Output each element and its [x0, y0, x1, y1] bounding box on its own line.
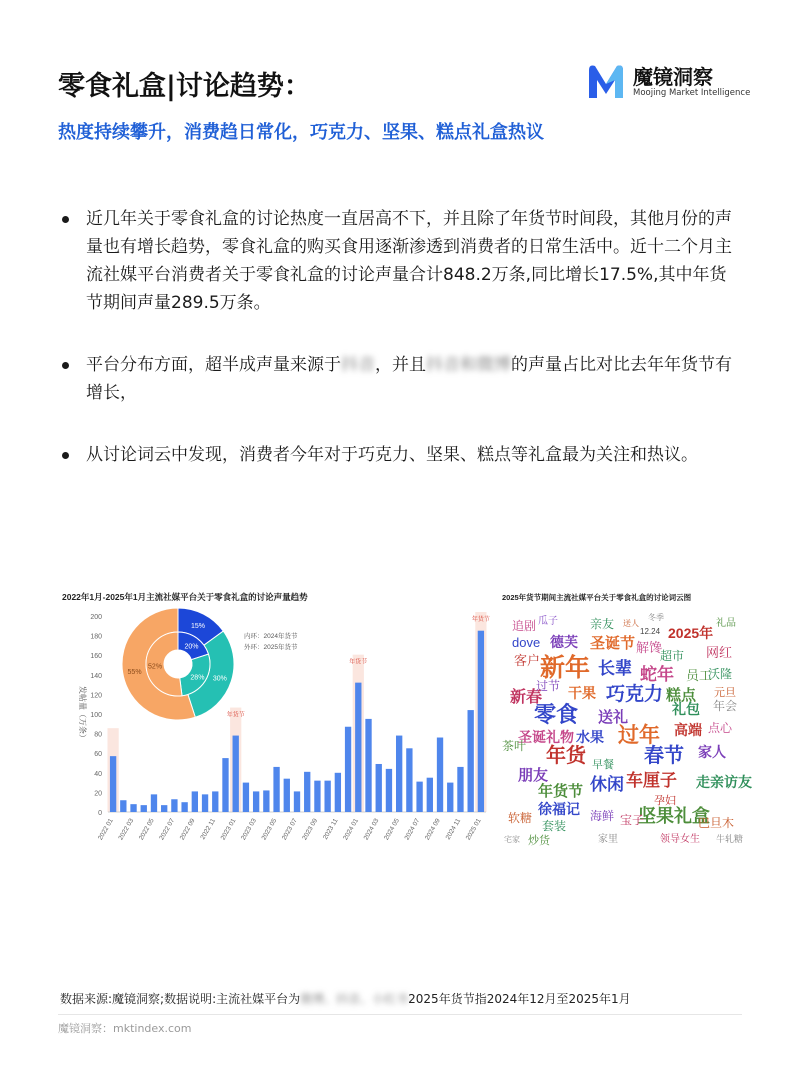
- wordcloud-word: 坚果礼盒: [638, 806, 710, 826]
- y-tick-label: 140: [90, 672, 102, 680]
- chart-title: 2022年1月-2025年1月主流社媒平台关于零食礼盒的讨论声量趋势: [62, 592, 308, 602]
- x-tick-label: 2023 07: [280, 817, 299, 842]
- wordcloud-word: 领导女生: [660, 834, 700, 845]
- bar-2024-02: [365, 719, 371, 812]
- bullet-item: [60, 205, 740, 317]
- x-tick-label: 2024 01: [342, 817, 361, 842]
- bar-2022-10: [202, 794, 208, 812]
- bar-2022-09: [192, 791, 198, 812]
- wordcloud-word: 家人: [698, 744, 726, 760]
- bar-2024-05: [396, 736, 402, 812]
- wordcloud-word: 巧克力: [606, 684, 664, 705]
- x-tick-label: 2023 09: [301, 817, 320, 842]
- bar-2022-03: [130, 804, 136, 812]
- wordcloud-word: 徐福记: [538, 801, 580, 817]
- wordcloud-word: 朋友: [518, 767, 549, 784]
- x-tick-label: 2023 05: [260, 817, 279, 842]
- wordcloud-word: 解馋: [636, 640, 663, 655]
- y-axis-label: 发帖量（万条）: [78, 686, 87, 742]
- wordcloud-word: 12.24: [640, 627, 661, 636]
- wordcloud-word: 圣诞礼物: [518, 729, 574, 745]
- bar-2022-04: [141, 805, 147, 812]
- bar-2024-07: [416, 782, 422, 812]
- trend-chart: [58, 580, 490, 850]
- x-tick-label: 2024 11: [444, 817, 463, 841]
- bar-2024-11: [457, 767, 463, 812]
- wordcloud: [498, 580, 752, 847]
- bar-2023-07: [294, 791, 300, 812]
- wordcloud-word: 巴旦木: [698, 816, 735, 830]
- bar-2022-07: [171, 799, 177, 812]
- blurred-text: 抖音和微博: [426, 355, 511, 375]
- trend-chart-card: [58, 580, 490, 850]
- bar-2024-08: [427, 778, 433, 812]
- footer-text: 数据来源:魔镜洞察;数据说明:主流社媒平台为: [60, 992, 301, 1006]
- wordcloud-word: 海鲜: [590, 809, 615, 823]
- bar-2023-12: [345, 727, 351, 812]
- y-tick-label: 0: [98, 810, 102, 817]
- y-tick-label: 200: [90, 614, 102, 621]
- wordcloud-word: 水果: [576, 729, 604, 745]
- x-tick-label: 2023 03: [240, 817, 258, 842]
- inner-ring-label: 20%: [184, 643, 199, 651]
- y-tick-label: 80: [94, 731, 102, 739]
- bar-2022-12: [222, 758, 228, 812]
- logo-subtitle: Moojing Market Intelligence: [633, 88, 751, 98]
- wordcloud-word: 年货: [546, 745, 586, 767]
- bar-2023-11: [335, 773, 341, 812]
- x-tick-label: 2022 01: [97, 817, 115, 842]
- x-tick-label: 2024 05: [383, 817, 401, 842]
- y-tick-label: 180: [90, 633, 102, 641]
- x-tick-label: 2024 03: [362, 817, 381, 842]
- x-tick-label: 2022 03: [117, 817, 136, 842]
- bar-2024-09: [437, 738, 443, 812]
- wordcloud-word: 过年: [618, 724, 660, 747]
- x-tick-label: 2022 11: [199, 817, 218, 841]
- wordcloud-word: 孕妇: [654, 795, 676, 807]
- wordcloud-word: 员工: [686, 668, 713, 683]
- inner-ring-label: 52%: [148, 663, 163, 671]
- wordcloud-word: 干果: [568, 685, 596, 701]
- bar-2022-02: [120, 800, 126, 812]
- y-tick-label: 160: [90, 653, 102, 661]
- wordcloud-word: 休闲: [590, 775, 624, 794]
- blurred-text: 微博、抖音、小红书: [300, 992, 409, 1006]
- bullet-text: 平台分布方面，超半成声量来源于: [86, 355, 341, 375]
- bar-2024-04: [386, 769, 392, 812]
- wordcloud-word: 套装: [542, 819, 567, 833]
- wordcloud-word: 送礼: [598, 709, 629, 726]
- wordcloud-word: 瓜子: [538, 616, 558, 627]
- wordcloud-word: 炒货: [528, 835, 550, 847]
- wordcloud-word: 家里: [598, 834, 618, 845]
- bar-2025-01: [478, 631, 484, 812]
- bullet-text: 的声量占比对比去年年货节有增长，: [86, 355, 732, 403]
- bar-2023-05: [273, 767, 279, 812]
- bar-2023-04: [263, 790, 269, 812]
- wordcloud-word: 沃隆: [708, 667, 733, 681]
- y-tick-label: 40: [94, 770, 102, 778]
- x-tick-label: 2023 01: [219, 817, 238, 842]
- holiday-label: 年货节: [349, 659, 368, 666]
- wordcloud-word: 春节: [644, 745, 684, 767]
- wordcloud-word: 点心: [708, 721, 733, 735]
- wordcloud-word: 宝子: [620, 813, 645, 827]
- wordcloud-word: 礼品: [716, 618, 736, 629]
- bar-2024-10: [447, 783, 453, 812]
- wordcloud-word: 冬季: [648, 613, 664, 622]
- wordcloud-word: 车厘子: [626, 771, 677, 790]
- wordcloud-word: 牛轧糖: [716, 834, 744, 844]
- wordcloud-word: 圣诞节: [590, 635, 636, 652]
- x-tick-label: 2022 07: [158, 817, 177, 842]
- logo: [585, 58, 755, 106]
- logo-icon: [585, 60, 627, 102]
- bar-2024-03: [376, 764, 382, 812]
- wordcloud-word: 亲友: [590, 617, 615, 631]
- wordcloud-word: 超市: [660, 649, 685, 663]
- x-tick-label: 2024 07: [403, 817, 422, 842]
- wordcloud-word: 软糖: [508, 811, 533, 825]
- wordcloud-word: 宅家: [504, 835, 520, 844]
- x-tick-label: 2023 11: [322, 817, 340, 841]
- divider: [58, 1014, 742, 1015]
- wordcloud-word: 年货节: [538, 783, 584, 800]
- wordcloud-title: 2025年货节期间主流社媒平台关于零食礼盒的讨论词云图: [502, 593, 692, 602]
- wordcloud-word: 送人: [623, 619, 639, 628]
- donut-legend-item: 外环：2025年货节: [244, 644, 298, 651]
- footer-note: [60, 990, 631, 1007]
- wordcloud-word: dove: [512, 635, 541, 650]
- y-tick-label: 100: [90, 712, 102, 719]
- wordcloud-card: [498, 580, 752, 847]
- wordcloud-word: 走亲访友: [696, 774, 752, 790]
- bullet-text: 从讨论词云中发现，消费者今年对于巧克力、坚果、糕点等礼盒最为关注和热议。: [86, 445, 698, 465]
- blurred-text: 抖音: [341, 355, 375, 375]
- wordcloud-word: 零食: [534, 702, 579, 727]
- bar-2023-10: [324, 781, 330, 812]
- wordcloud-word: 糕点: [666, 687, 697, 704]
- bar-2022-06: [161, 805, 167, 812]
- wordcloud-word: 2025年: [668, 625, 714, 641]
- x-tick-label: 2022 09: [178, 817, 197, 842]
- footer-text: 2025年货节指2024年12月至2025年1月: [408, 992, 631, 1006]
- source-link: 魔镜洞察：mktindex.com: [58, 1022, 192, 1035]
- holiday-label: 年货节: [471, 617, 490, 623]
- bar-2022-05: [151, 794, 157, 812]
- wordcloud-word: 年会: [713, 699, 738, 713]
- logo-text: 魔镜洞察: [633, 65, 713, 89]
- wordcloud-word: 德芙: [550, 634, 578, 650]
- bullet-item: [60, 441, 740, 469]
- wordcloud-word: 过节: [536, 679, 561, 693]
- wordcloud-word: 客户: [514, 653, 541, 668]
- bullet-text: 近几年关于零食礼盒的讨论热度一直居高不下，并且除了年货节时间段，其他月份的声量也有增长趋势，零食礼盒的购买食用逐渐渗透到消费者的日常生活中。近十二个月主流社媒平台消费者关于零食礼盒的讨论声量合计848.2万条,同比增长17.5%,其中年货节期间声量289.5万条。: [86, 209, 732, 313]
- inner-ring-label: 28%: [190, 674, 205, 682]
- bar-2023-08: [304, 772, 310, 812]
- bar-2023-02: [243, 783, 249, 812]
- page-title: 零食礼盒|讨论趋势：: [58, 71, 311, 102]
- bar-2022-01: [110, 756, 116, 812]
- bar-2023-09: [314, 781, 320, 812]
- bar-2024-06: [406, 748, 412, 812]
- donut-legend-item: 内环：2024年货节: [244, 633, 298, 640]
- outer-ring-label: 55%: [127, 668, 142, 676]
- x-tick-label: 2024 09: [423, 817, 442, 842]
- wordcloud-word: 高端: [674, 722, 702, 738]
- bullet-text: ，并且: [375, 355, 426, 375]
- bar-2023-03: [253, 791, 259, 812]
- bullet-list: [60, 205, 740, 503]
- y-tick-label: 60: [94, 751, 102, 759]
- x-tick-label: 2022 05: [137, 817, 156, 842]
- x-tick-label: 2025 01: [464, 817, 483, 842]
- y-tick-label: 20: [94, 790, 102, 798]
- wordcloud-word: 新年: [540, 654, 591, 682]
- bar-2022-11: [212, 791, 218, 812]
- wordcloud-word: 茶叶: [502, 739, 527, 753]
- bar-2024-12: [468, 710, 474, 812]
- wordcloud-word: 元旦: [714, 687, 736, 699]
- bar-2023-06: [284, 779, 290, 812]
- wordcloud-word: 网红: [706, 645, 733, 660]
- y-tick-label: 120: [90, 692, 102, 700]
- outer-ring-label: 15%: [190, 622, 205, 630]
- bar-2022-08: [181, 802, 187, 812]
- wordcloud-word: 礼包: [672, 701, 700, 717]
- wordcloud-word: 长辈: [598, 659, 632, 678]
- wordcloud-word: 蛇年: [640, 665, 674, 684]
- wordcloud-word: 早餐: [592, 759, 614, 771]
- bar-2024-01: [355, 683, 361, 812]
- bar-2023-01: [233, 736, 239, 812]
- outer-ring-label: 30%: [212, 675, 227, 683]
- bullet-item: [60, 351, 740, 407]
- holiday-label: 年货节: [226, 712, 245, 719]
- wordcloud-word: 新春: [510, 689, 543, 706]
- page-subtitle: 热度持续攀升，消费趋日常化，巧克力、坚果、糕点礼盒热议: [58, 122, 544, 143]
- wordcloud-word: 追剧: [512, 619, 537, 633]
